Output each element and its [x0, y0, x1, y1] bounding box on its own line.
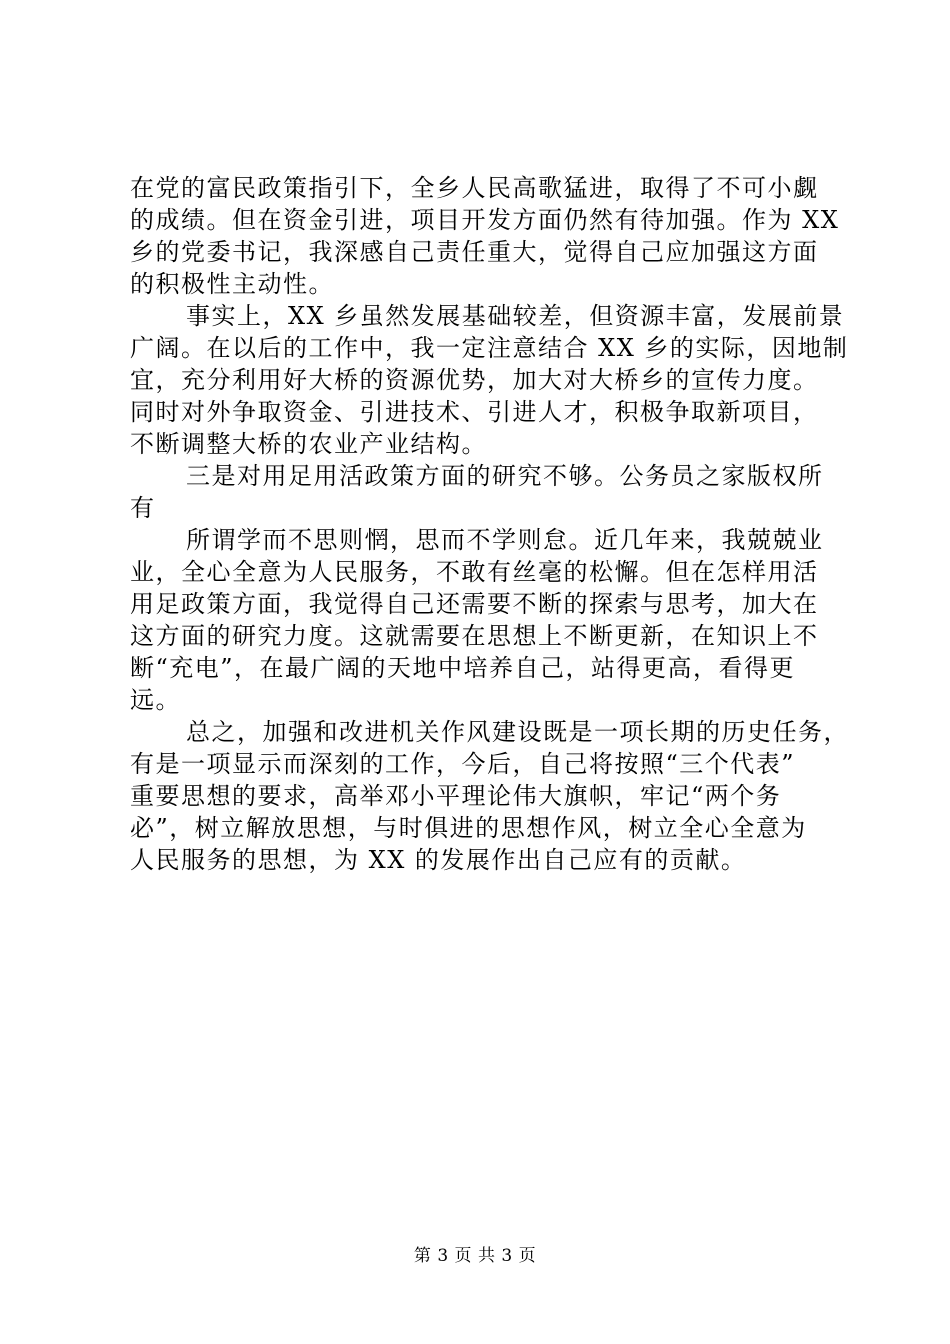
body-text-line: 同时对外争取资金、引进技术、引进人才，积极争取新项目，	[130, 398, 819, 426]
body-text-line: 所谓学而不思则惘，思而不学则怠。近几年来，我兢兢业	[186, 526, 824, 554]
document-body	[130, 172, 849, 876]
body-text-line: 总之，加强和改进机关作风建设既是一项长期的历史任务，	[186, 718, 849, 746]
body-text-line: 断“充电”，在最广阔的天地中培养自己，站得更高，看得更	[130, 654, 796, 682]
body-text-line: 人民服务的思想，为 XX 的发展作出自己应有的贡献。	[130, 846, 747, 874]
body-text-line: 的成绩。但在资金引进，项目开发方面仍然有待加强。作为 XX	[130, 206, 840, 234]
body-text-line: 宜，充分利用好大桥的资源优势，加大对大桥乡的宣传力度。	[130, 366, 819, 394]
body-text-line: 的积极性主动性。	[130, 270, 334, 298]
body-text-line: 必”，树立解放思想，与时俱进的思想作风，树立全心全意为	[130, 814, 807, 842]
body-text-line: 不断调整大桥的农业产业结构。	[130, 430, 487, 458]
page-footer: 第 3 页 共 3 页	[413, 1246, 537, 1266]
body-text-line: 有是一项显示而深刻的工作，今后，自己将按照“三个代表”	[130, 750, 796, 778]
body-text-line: 广阔。在以后的工作中，我一定注意结合 XX 乡的实际，因地制	[130, 334, 849, 362]
body-text-line: 业，全心全意为人民服务，不敢有丝毫的松懈。但在怎样用活	[130, 558, 819, 586]
body-text-line: 这方面的研究力度。这就需要在思想上不断更新，在知识上不	[130, 622, 819, 650]
body-text-line: 三是对用足用活政策方面的研究不够。公务员之家版权所	[186, 462, 824, 490]
body-text-line: 重要思想的要求，高举邓小平理论伟大旗帜，牢记“两个务	[130, 782, 782, 810]
body-text-line: 有	[130, 494, 156, 522]
body-text-line: 在党的富民政策指引下，全乡人民高歌猛进，取得了不可小觑	[130, 174, 819, 202]
body-text-line: 远。	[130, 686, 181, 714]
body-text-line: 乡的党委书记，我深感自己责任重大，觉得自己应加强这方面	[130, 238, 819, 266]
body-text-line: 事实上，XX 乡虽然发展基础较差，但资源丰富，发展前景	[186, 302, 845, 330]
body-text-line: 用足政策方面，我觉得自己还需要不断的探索与思考，加大在	[130, 590, 819, 618]
